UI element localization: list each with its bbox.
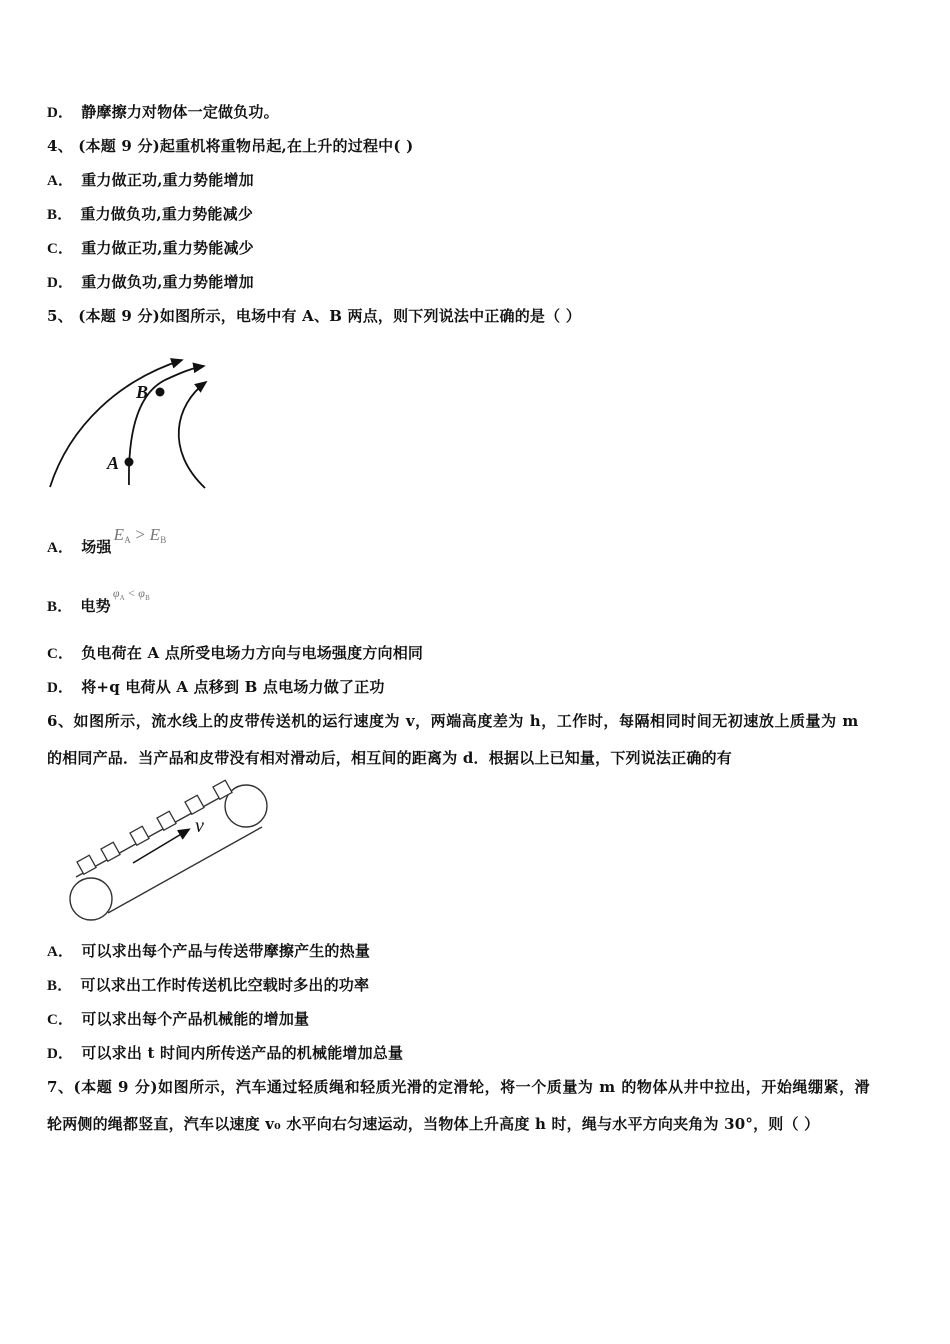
conveyor-belt-figure [60, 775, 280, 929]
q4-option-c [47, 238, 254, 259]
option-letter: D． [47, 275, 74, 291]
option-text: 场强 [81, 538, 112, 556]
q5-option-c [47, 643, 423, 664]
q6-option-d [47, 1043, 403, 1064]
field-line-right [179, 382, 206, 488]
option-letter: D． [47, 680, 74, 696]
q6-option-c [47, 1009, 309, 1030]
option-text: 可以求出每个产品与传送带摩擦产生的热量 [81, 942, 371, 960]
conveyor-diagram [60, 775, 280, 925]
belt-bottom [108, 827, 262, 913]
q4-option-b [47, 204, 253, 225]
option-text: 可以求出 t 时间内所传送产品的机械能增加总量 [81, 1044, 404, 1062]
field-lines-diagram [40, 340, 230, 500]
electric-field-figure [40, 340, 230, 504]
q3-option-d [47, 102, 279, 123]
option-text: 电势 [80, 597, 111, 615]
option-text: 静摩擦力对物体一定做负功。 [81, 103, 279, 121]
option-letter: A． [47, 173, 74, 189]
option-letter: D． [47, 1046, 74, 1062]
option-letter: A． [47, 944, 74, 960]
products [77, 780, 232, 874]
option-letter: C． [47, 1012, 74, 1028]
option-letter: C． [47, 646, 74, 662]
option-text: 重力做正功,重力势能增加 [81, 171, 254, 189]
q7-stem-line1: 7、(本题 9 分)如图所示，汽车通过轻质绳和轻质光滑的定滑轮，将一个质量为 m 的物体从井中拉出，开始绳绷紧，滑 [47, 1078, 871, 1096]
q4-option-a [47, 170, 254, 191]
velocity-label: v [195, 815, 204, 837]
q5-option-a [47, 525, 167, 562]
option-letter: A． [47, 540, 74, 556]
label-b: B [136, 382, 149, 402]
option-text: 负电荷在 A 点所受电场力方向与电场强度方向相同 [81, 644, 424, 662]
option-text: 可以求出每个产品机械能的增加量 [81, 1010, 310, 1028]
option-letter: C． [47, 241, 74, 257]
q6-stem-line1: 6、如图所示，流水线上的皮带传送机的运行速度为 v，两端高度差为 h，工作时，每隔相同时间无初速放上质量为 m [47, 712, 859, 730]
option-letter: B． [47, 978, 73, 994]
q6-stem-line2: 的相同产品．当产品和皮带没有相对滑动后，相互间的距离为 d．根据以上已知量，下列说法正确的有 [47, 749, 732, 767]
option-text: 重力做负功,重力势能增加 [81, 273, 254, 291]
option-text: 重力做正功,重力势能减少 [81, 239, 254, 257]
option-text: 将+q 电荷从 A 点移到 B 点电场力做了正功 [81, 678, 385, 696]
option-letter: D． [47, 105, 74, 121]
field-strength-inequality: $E_A > E_B$ [113, 525, 167, 545]
point-a [125, 458, 134, 467]
label-a: A [107, 453, 120, 473]
q7-stem-line2: 轮两侧的绳都竖直，汽车以速度 v₀ 水平向右匀速运动，当物体上升高度 h 时，绳与水平方向夹角为 30°，则（ ） [47, 1115, 820, 1133]
option-letter: B． [47, 599, 73, 615]
option-letter: B． [47, 207, 73, 223]
point-b [156, 388, 165, 397]
potential-inequality: φA < φB [112, 586, 151, 602]
option-text: 重力做负功,重力势能减少 [80, 205, 254, 223]
q4-option-d [47, 272, 254, 293]
q6-option-a [47, 941, 370, 962]
pulley-bottom [70, 878, 112, 920]
q5-stem: 5、 (本题 9 分)如图所示，电场中有 A、B 两点，则下列说法中正确的是（ ） [47, 307, 581, 325]
belt-top [76, 792, 230, 877]
q6-option-b [47, 975, 369, 996]
option-text: 可以求出工作时传送机比空载时多出的功率 [80, 976, 370, 994]
q4-stem: 4、 (本题 9 分)起重机将重物吊起,在上升的过程中( ) [47, 137, 414, 155]
q5-option-d [47, 677, 385, 698]
